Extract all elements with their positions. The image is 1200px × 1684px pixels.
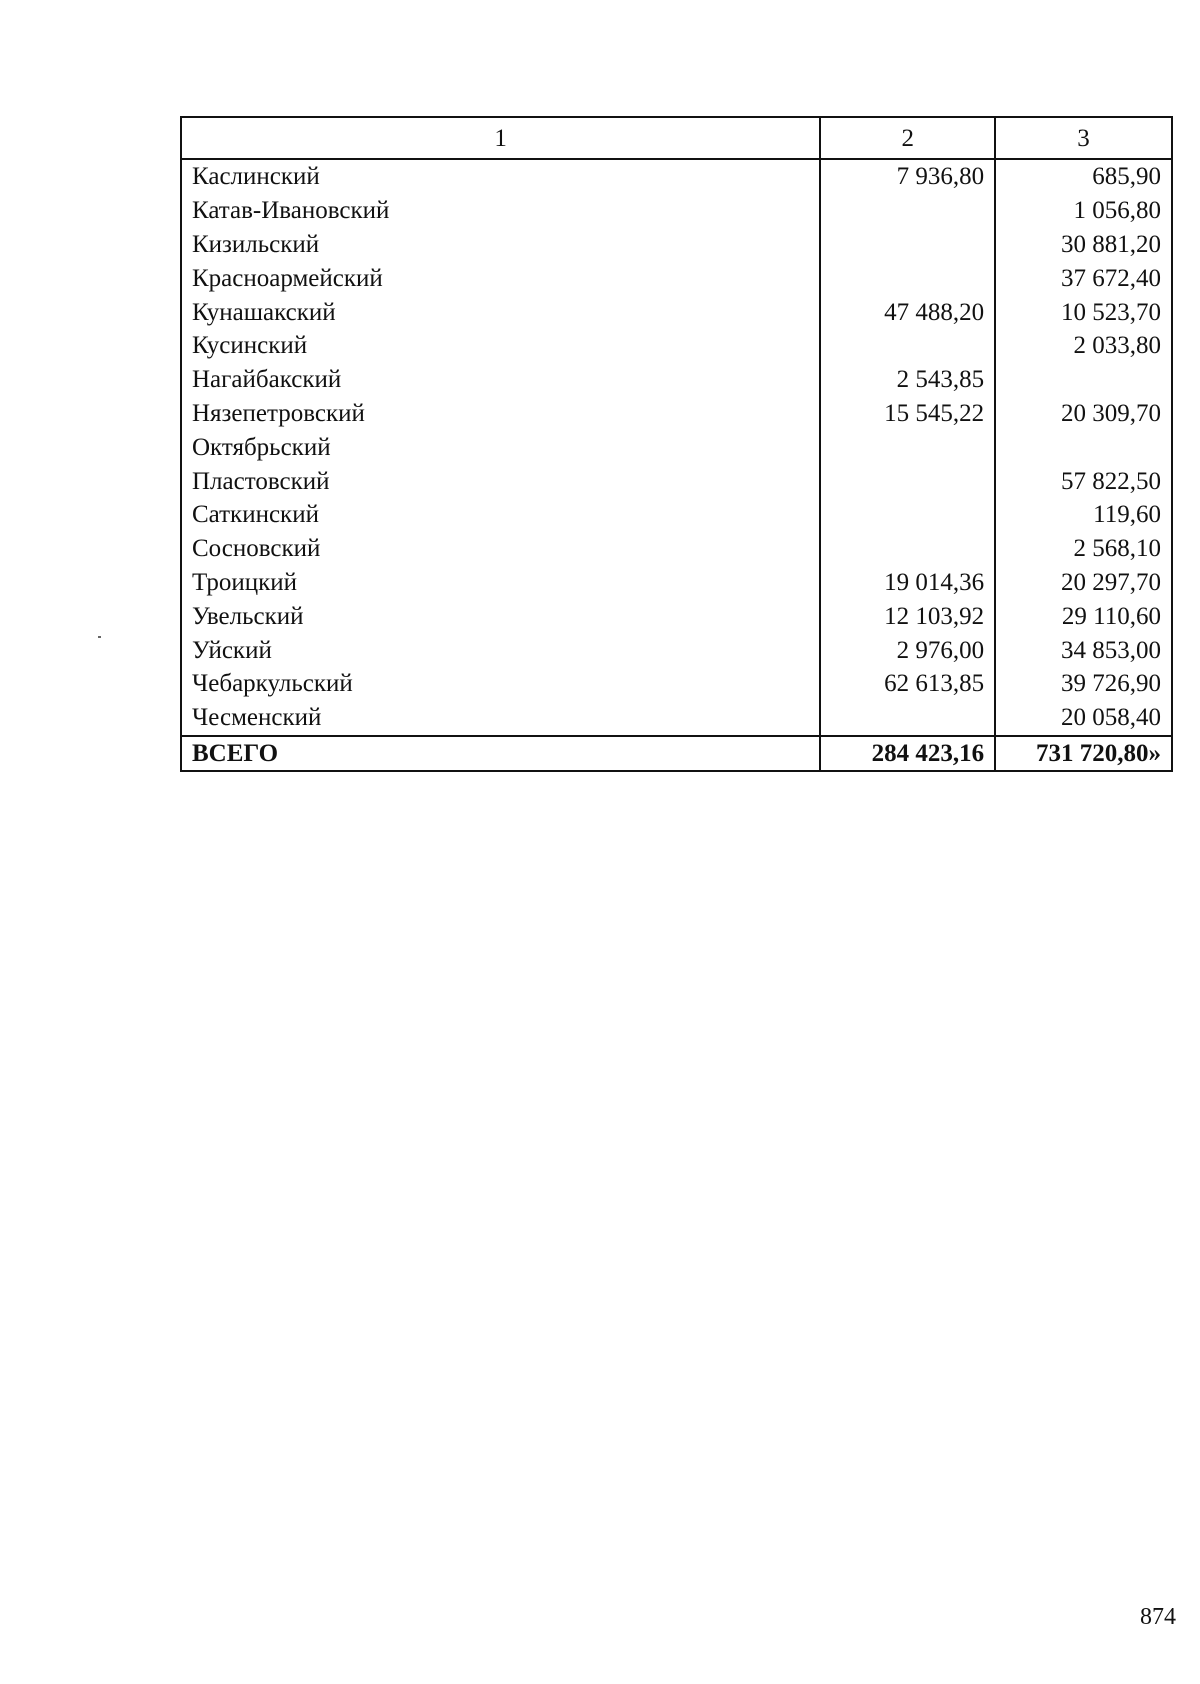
row-col3: 34 853,00 bbox=[995, 633, 1172, 667]
row-col2: 2 976,00 bbox=[820, 633, 995, 667]
row-col2: 2 543,85 bbox=[820, 363, 995, 397]
page-number: 874 bbox=[1140, 1604, 1176, 1630]
table-row bbox=[181, 633, 1172, 667]
row-name: Пластовский bbox=[181, 464, 820, 498]
total-col2: 284 423,16 bbox=[820, 736, 995, 772]
row-col2: 7 936,80 bbox=[820, 159, 995, 194]
total-col3: 731 720,80» bbox=[995, 736, 1172, 772]
row-col2 bbox=[820, 430, 995, 464]
row-col2 bbox=[820, 532, 995, 566]
row-name: Кизильский bbox=[181, 228, 820, 262]
row-name: Кусинский bbox=[181, 329, 820, 363]
row-col3: 37 672,40 bbox=[995, 261, 1172, 295]
total-row bbox=[181, 736, 1172, 772]
row-name: Чесменский bbox=[181, 701, 820, 736]
table-row bbox=[181, 329, 1172, 363]
total-label: ВСЕГО bbox=[181, 736, 820, 772]
row-col3: 57 822,50 bbox=[995, 464, 1172, 498]
row-name: Чебаркульский bbox=[181, 667, 820, 701]
table-row bbox=[181, 363, 1172, 397]
row-col3: 2 033,80 bbox=[995, 329, 1172, 363]
row-col3: 20 058,40 bbox=[995, 701, 1172, 736]
row-name: Нязепетровский bbox=[181, 397, 820, 431]
row-col3 bbox=[995, 430, 1172, 464]
row-name: Кунашакский bbox=[181, 295, 820, 329]
row-col2 bbox=[820, 701, 995, 736]
table-body bbox=[181, 159, 1172, 771]
table-row bbox=[181, 261, 1172, 295]
row-col3: 30 881,20 bbox=[995, 228, 1172, 262]
row-name: Красноармейский bbox=[181, 261, 820, 295]
table-row bbox=[181, 159, 1172, 194]
row-col3: 685,90 bbox=[995, 159, 1172, 194]
table-header-row bbox=[181, 117, 1172, 159]
row-name: Увельский bbox=[181, 599, 820, 633]
row-name: Уйский bbox=[181, 633, 820, 667]
column-header-3: 3 bbox=[995, 117, 1172, 159]
column-header-2: 2 bbox=[820, 117, 995, 159]
row-name: Нагайбакский bbox=[181, 363, 820, 397]
row-col3: 29 110,60 bbox=[995, 599, 1172, 633]
table-row bbox=[181, 194, 1172, 228]
row-col2: 12 103,92 bbox=[820, 599, 995, 633]
table-row bbox=[181, 701, 1172, 736]
row-col3: 39 726,90 bbox=[995, 667, 1172, 701]
table-row bbox=[181, 464, 1172, 498]
row-name: Каслинский bbox=[181, 159, 820, 194]
row-col3: 2 568,10 bbox=[995, 532, 1172, 566]
data-table bbox=[180, 116, 1173, 772]
row-col2 bbox=[820, 261, 995, 295]
table-row bbox=[181, 498, 1172, 532]
table-row bbox=[181, 228, 1172, 262]
row-col3 bbox=[995, 363, 1172, 397]
row-col3: 20 309,70 bbox=[995, 397, 1172, 431]
table-row bbox=[181, 430, 1172, 464]
row-col3: 119,60 bbox=[995, 498, 1172, 532]
row-col2 bbox=[820, 498, 995, 532]
row-col2: 19 014,36 bbox=[820, 566, 995, 600]
row-col3: 10 523,70 bbox=[995, 295, 1172, 329]
row-name: Катав-Ивановский bbox=[181, 194, 820, 228]
table-row bbox=[181, 397, 1172, 431]
column-header-1: 1 bbox=[181, 117, 820, 159]
row-col2: 62 613,85 bbox=[820, 667, 995, 701]
row-col3: 20 297,70 bbox=[995, 566, 1172, 600]
row-name: Троицкий bbox=[181, 566, 820, 600]
row-col2 bbox=[820, 228, 995, 262]
table-row bbox=[181, 599, 1172, 633]
table-row bbox=[181, 667, 1172, 701]
row-name: Саткинский bbox=[181, 498, 820, 532]
row-col2 bbox=[820, 194, 995, 228]
row-col2 bbox=[820, 329, 995, 363]
row-name: Октябрьский bbox=[181, 430, 820, 464]
row-col2 bbox=[820, 464, 995, 498]
row-col2: 15 545,22 bbox=[820, 397, 995, 431]
row-col2: 47 488,20 bbox=[820, 295, 995, 329]
table-row bbox=[181, 532, 1172, 566]
row-name: Сосновский bbox=[181, 532, 820, 566]
table-row bbox=[181, 566, 1172, 600]
stray-mark bbox=[98, 636, 101, 638]
row-col3: 1 056,80 bbox=[995, 194, 1172, 228]
table-row bbox=[181, 295, 1172, 329]
